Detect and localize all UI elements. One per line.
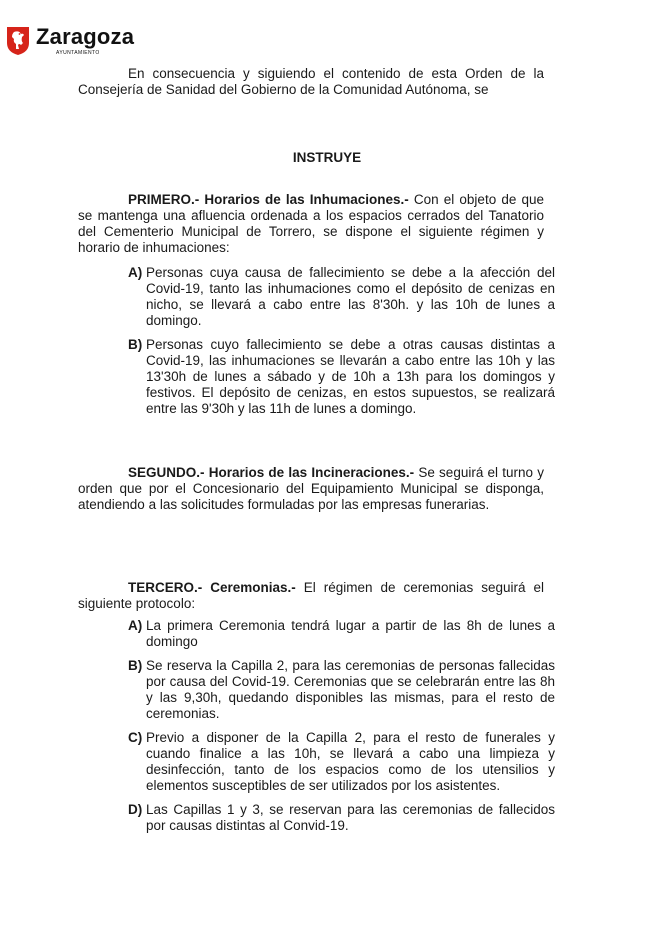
- list-item: [128, 730, 555, 794]
- instruye-heading: INSTRUYE: [292, 150, 362, 165]
- list-item: [128, 337, 555, 417]
- logo-subtitle: AYUNTAMIENTO: [56, 50, 100, 56]
- section-title: PRIMERO.- Horarios de las Inhumaciones.-: [128, 192, 409, 207]
- section-tercero: [78, 580, 544, 612]
- zaragoza-lion-shield-icon: [6, 26, 30, 56]
- intro-paragraph: En consecuencia y siguiendo el contenido de esta Orden de la Consejería de Sanidad del Gobierno de la Comunidad Autónoma, se: [78, 66, 544, 97]
- section-text: El régimen de ceremonias seguirá el siguiente protocolo:: [78, 580, 544, 611]
- item-text: Las Capillas 1 y 3, se reservan para las ceremonias de fallecidos por causas distintas al Convid-19.: [146, 802, 555, 833]
- section-segundo: [78, 465, 544, 513]
- tercero-list: [128, 618, 555, 842]
- item-letter: D): [128, 802, 143, 817]
- list-item: [128, 802, 555, 834]
- primero-list: [128, 265, 555, 425]
- section-title: TERCERO.- Ceremonias.-: [128, 580, 296, 595]
- list-item: [128, 658, 555, 722]
- list-item: [128, 265, 555, 329]
- section-text: Con el objeto de que se mantenga una afluencia ordenada a los espacios cerrados del Tanatorio del Cementerio Municipal de Torrero, se dispone el siguiente régimen y horario de inhumaciones:: [78, 192, 544, 255]
- list-item: [128, 618, 555, 650]
- item-letter: C): [128, 730, 143, 745]
- item-text: Se reserva la Capilla 2, para las ceremonias de personas fallecidas por causa del Covid-19. Ceremonias que se celebrarán entre las 8h y las 9,30h, quedando disponibles las mismas, para el resto de ceremonias.: [146, 658, 555, 721]
- section-primero: [78, 192, 544, 256]
- item-letter: B): [128, 337, 143, 352]
- item-letter: A): [128, 618, 143, 633]
- item-text: La primera Ceremonia tendrá lugar a partir de las 8h de lunes a domingo: [146, 618, 555, 649]
- item-text: Personas cuyo fallecimiento se debe a otras causas distintas a Covid-19, las inhumaciones se llevarán a cabo entre las 10h y las 13'30h de lunes a sábado y de 10h a 13h para los domingos y festivos. El depósito de cenizas, en estos supuestos, se realizará entre las 9'30h y las 11h de lunes a domingo.: [146, 337, 555, 416]
- item-letter: A): [128, 265, 143, 280]
- item-text: Personas cuya causa de fallecimiento se debe a la afección del Covid-19, tanto las inhumaciones como el depósito de cenizas en nicho, se llevará a cabo entre las 8'30h. y las 10h de lunes a domingo.: [146, 265, 555, 328]
- logo-wordmark: [36, 26, 134, 56]
- header: [6, 26, 134, 62]
- logo-name: Zaragoza: [36, 24, 135, 49]
- section-title: SEGUNDO.- Horarios de las Incineraciones.-: [128, 465, 415, 480]
- section-text: Se seguirá el turno y orden que por el Concesionario del Equipamiento Municipal se disponga, atendiendo a las solicitudes formuladas por las empresas funerarias.: [78, 465, 544, 512]
- item-letter: B): [128, 658, 143, 673]
- item-text: Previo a disponer de la Capilla 2, para el resto de funerales y cuando finalice a las 10h, se llevará a cabo una limpieza y desinfección, tanto de los espacios como de los utensilios y elementos susceptibles de ser utilizados por los asistentes.: [146, 730, 555, 793]
